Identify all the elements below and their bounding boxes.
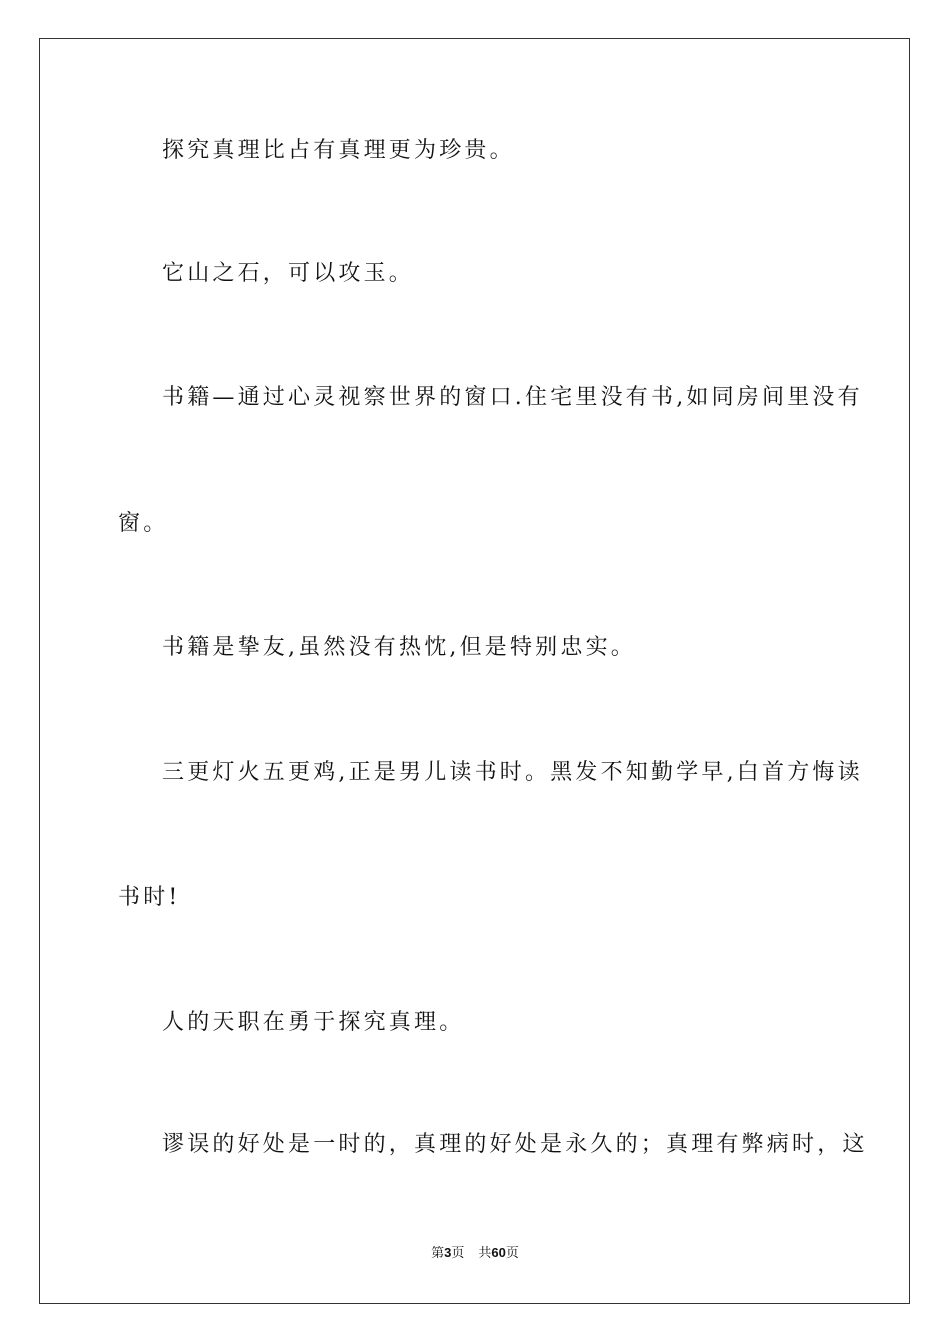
text-line-3: 书籍—通过心灵视察世界的窗口.住宅里没有书,如同房间里没有 [162, 385, 863, 410]
total-suffix: 页 [505, 1246, 519, 1261]
page-footer [0, 1244, 950, 1263]
text-line-5: 书籍是挚友,虽然没有热忱,但是特别忠实。 [162, 635, 636, 660]
total-pages: 60 [491, 1245, 506, 1260]
text-line-9: 谬误的好处是一时的，真理的好处是永久的；真理有弊病时，这 [162, 1132, 868, 1157]
page-border [39, 38, 910, 1304]
text-line-4: 窗。 [118, 511, 169, 536]
page-number: 3 [444, 1245, 452, 1260]
text-line-6: 三更灯火五更鸡,正是男儿读书时。黑发不知勤学早,白首方悔读 [162, 760, 863, 785]
page-suffix: 页 [451, 1246, 465, 1261]
text-line-1: 探究真理比占有真理更为珍贵。 [162, 138, 515, 163]
text-line-2: 它山之石，可以攻玉。 [162, 261, 415, 286]
page-prefix: 第 [431, 1246, 445, 1261]
total-prefix: 共 [478, 1246, 492, 1261]
text-line-8: 人的天职在勇于探究真理。 [162, 1010, 465, 1035]
text-line-7: 书时! [118, 885, 181, 910]
